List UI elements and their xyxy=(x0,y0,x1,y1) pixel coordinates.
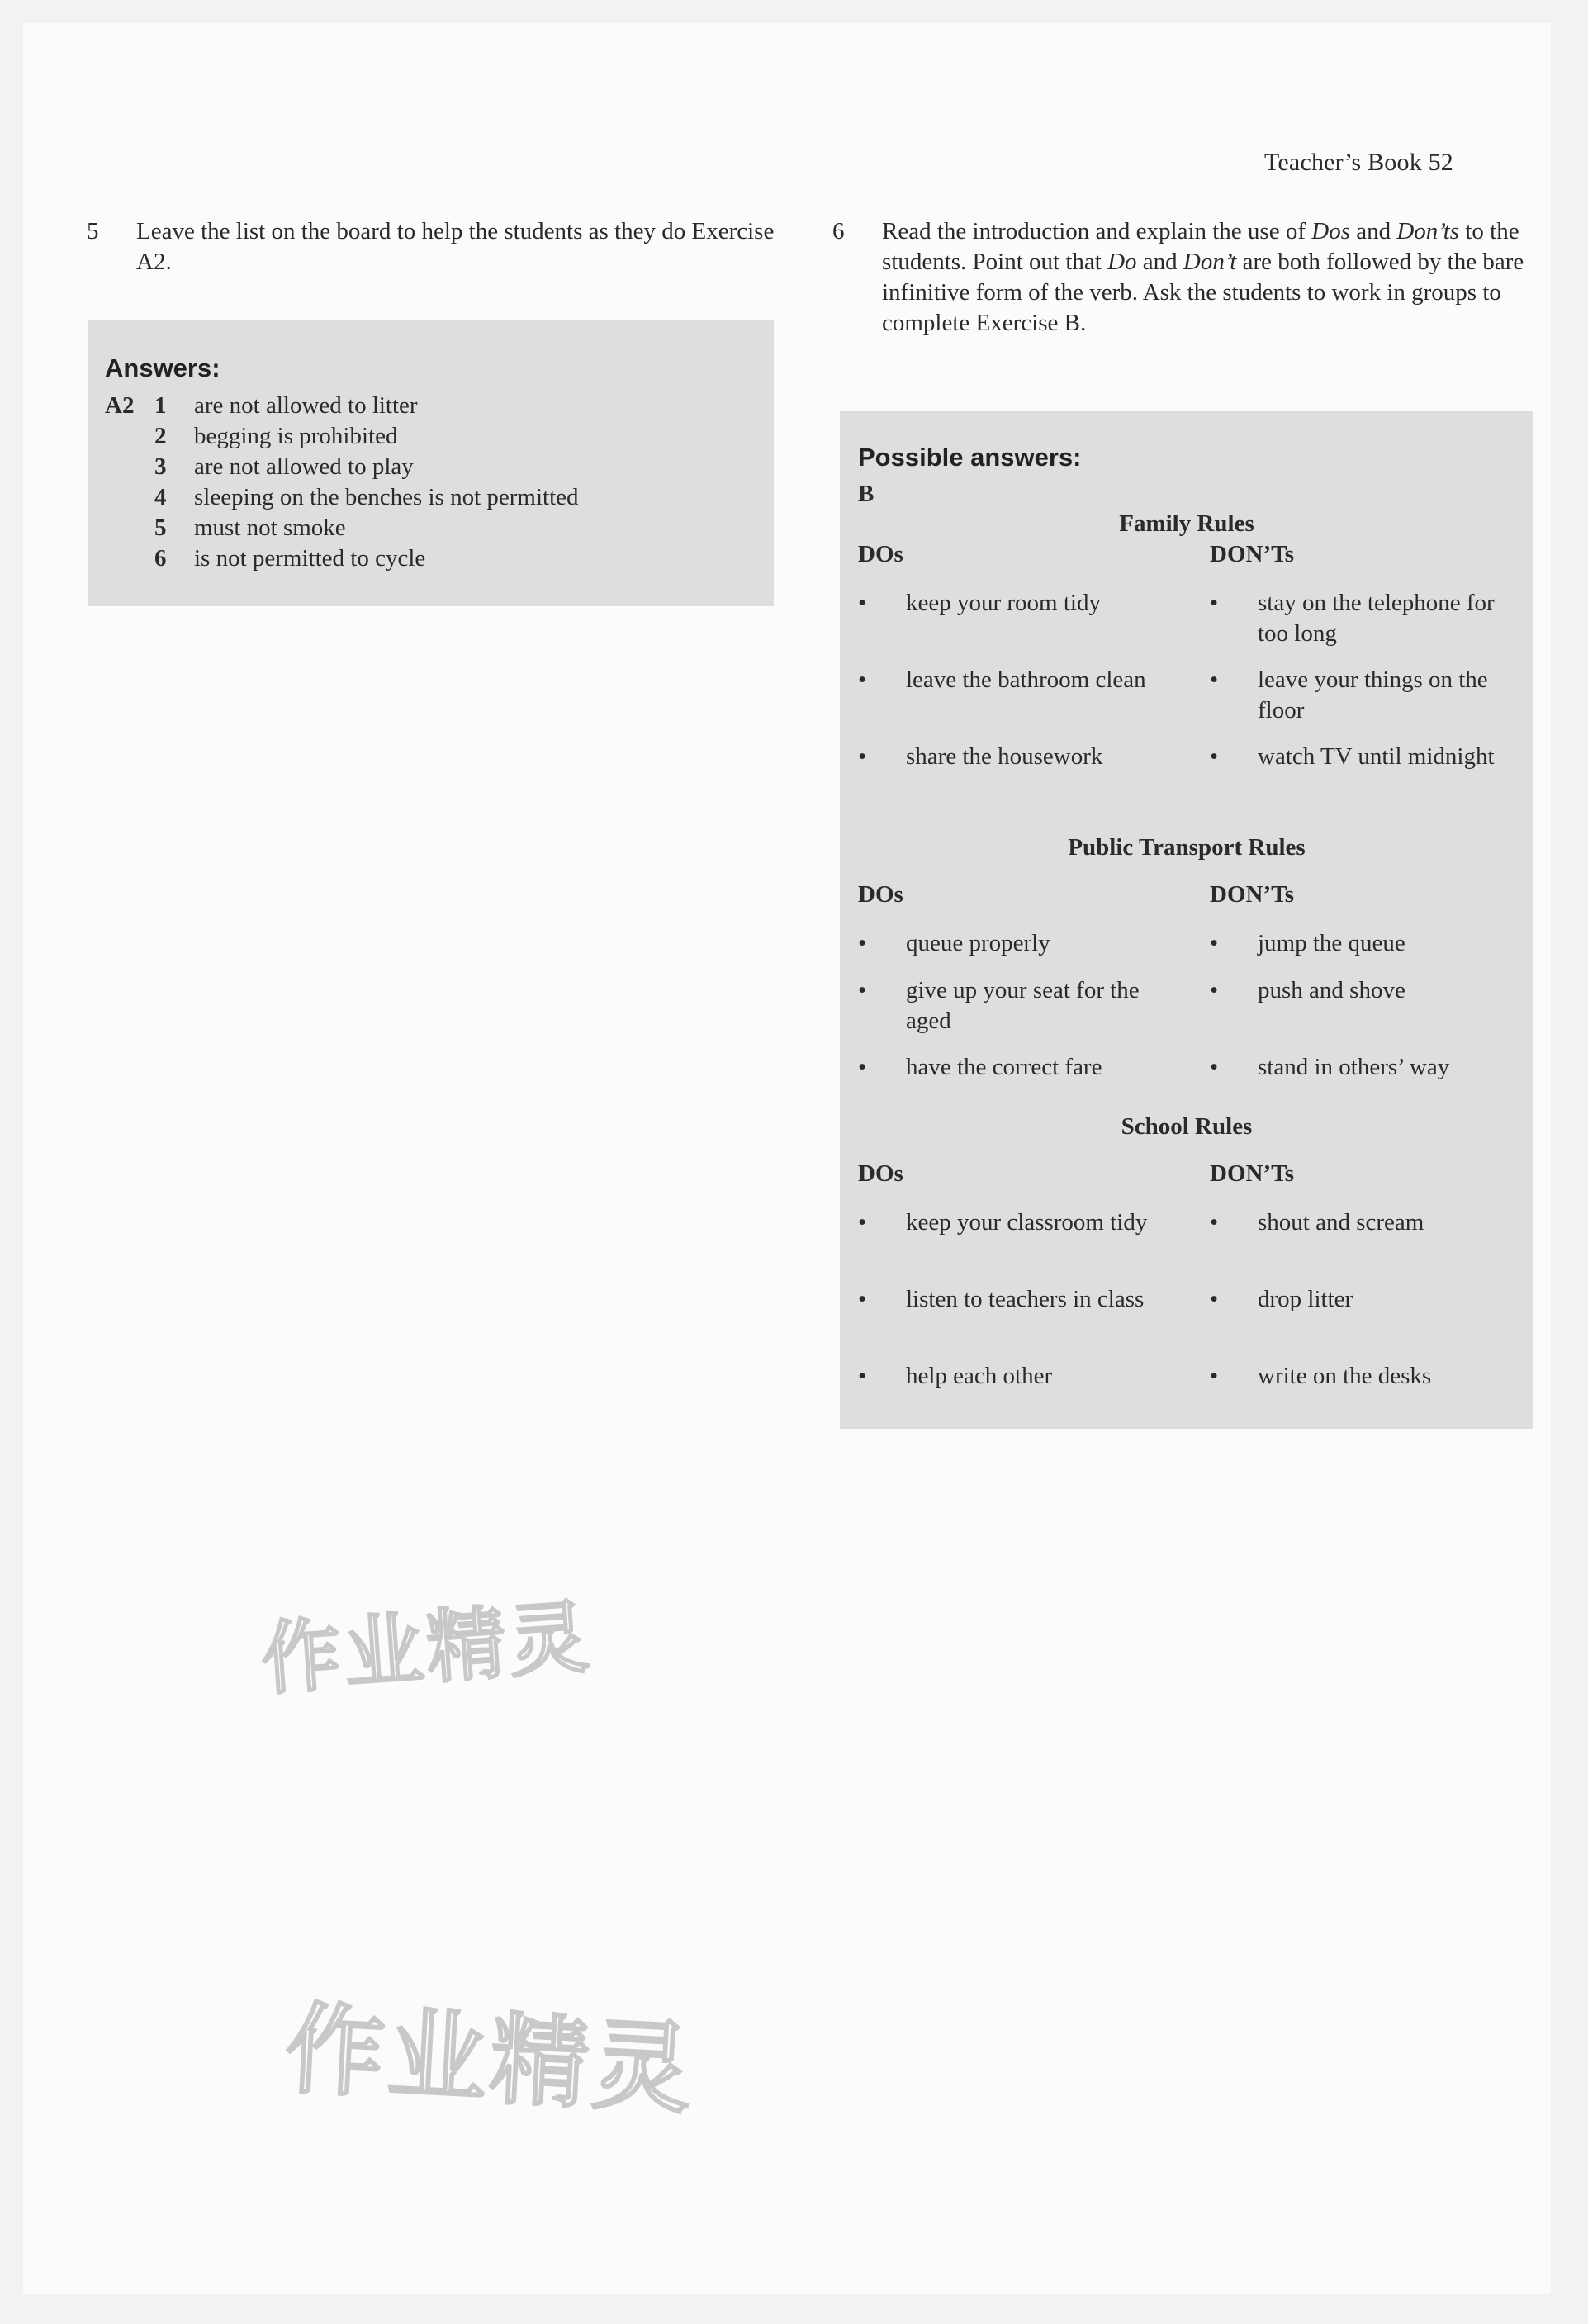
dos-heading: DOs xyxy=(858,1160,903,1187)
watermark: 作业精灵 xyxy=(282,1992,698,2128)
page xyxy=(23,23,1551,2294)
instruction-text: Leave the list on the board to help the students as they do Exercise A2. xyxy=(136,218,775,275)
watermark: 作业精灵 xyxy=(258,1591,595,1706)
page-header: Teacher’s Book 52 xyxy=(1263,149,1453,176)
instruction-6 xyxy=(832,216,1534,339)
possible-answers-box: Possible answers: B Family Rules DOs DON’Ts • keep your room tidy • leave the bathroom clean • share the housework • stay on the telephone for too long • leave your things on the floor • watch TV until midnight Public Transport Rules DOs DON’Ts • queue properly • give up your seat for the aged • have the correct fare • jump the queue • push and shove • stand in others’ way School Rules DOs DON’Ts • keep your classroom tidy • listen to teachers in class • help each other • shout and scream • drop litter • write on the desks xyxy=(840,411,1533,1429)
donts-heading: DON’Ts xyxy=(1210,1160,1295,1187)
answer-row: 6 is not permitted to cycle xyxy=(154,545,426,572)
donts-heading: DON’Ts xyxy=(1210,881,1295,908)
answer-row: 4 sleeping on the benches is not permitted xyxy=(154,484,579,510)
answer-row: 3 are not allowed to play xyxy=(154,453,414,480)
answer-row: 5 must not smoke xyxy=(154,515,346,541)
dos-heading: DOs xyxy=(858,881,903,908)
answer-row: A2 1 are not allowed to litter xyxy=(105,392,418,419)
answer-row: 2 begging is prohibited xyxy=(154,423,398,449)
answers-title: Answers: xyxy=(105,353,220,382)
section-title-school: School Rules xyxy=(1121,1113,1253,1140)
donts-heading: DON’Ts xyxy=(1210,541,1295,567)
instruction-number: 5 xyxy=(87,218,99,244)
answers-box xyxy=(88,320,774,606)
section-title-family: Family Rules xyxy=(1119,510,1254,537)
instruction-text: Read the introduction and explain the use of Dos and Don’ts to the students. Point out that Do and Don’t are both followed by the bare infinitive form of the verb. Ask the students to work in groups to complete Exercise B. xyxy=(882,218,1524,336)
answers-list xyxy=(105,391,579,574)
instruction-5 xyxy=(87,216,780,277)
exercise-label: B xyxy=(858,481,875,507)
dos-heading: DOs xyxy=(858,541,903,567)
possible-answers-title: Possible answers: xyxy=(858,443,1082,472)
instruction-number: 6 xyxy=(832,218,845,244)
section-title-transport: Public Transport Rules xyxy=(1068,834,1306,861)
